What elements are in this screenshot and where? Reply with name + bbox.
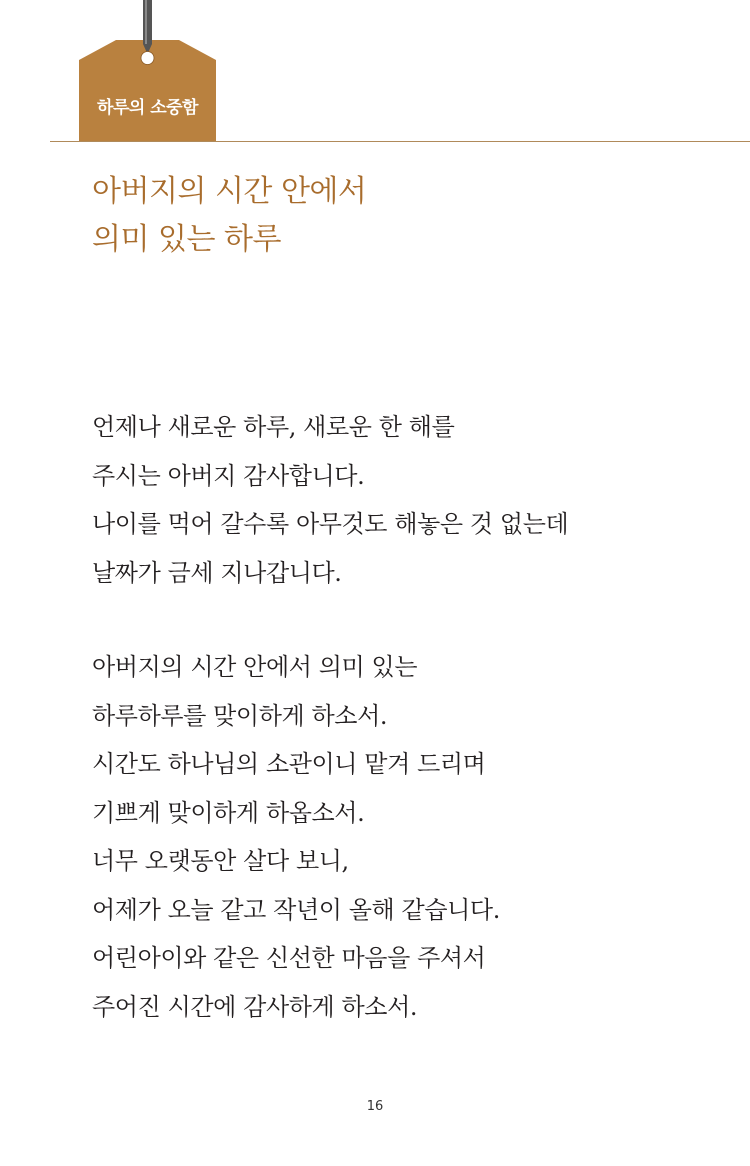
poem-line: 기쁘게 맞이하게 하옵소서.	[92, 798, 365, 827]
poem-line: 나이를 먹어 갈수록 아무것도 해놓은 것 없는데	[92, 510, 569, 538]
title-line: 의미 있는 하루	[92, 222, 281, 257]
poem-stanza-1	[92, 403, 712, 597]
hanging-tag-icon	[79, 0, 216, 141]
poem-line: 주시는 아버지 감사합니다.	[92, 461, 365, 490]
poem-line: 너무 오랫동안 살다 보니,	[92, 847, 349, 875]
page-title	[92, 168, 712, 264]
page-number: 16	[366, 1099, 384, 1114]
poem-line: 아버지의 시간 안에서 의미 있는	[92, 653, 418, 681]
poem-line: 어린아이와 같은 신선한 마음을 주셔서	[92, 944, 486, 972]
poem-line: 하루하루를 맞이하게 하소서.	[92, 701, 388, 730]
title-line: 아버지의 시간 안에서	[92, 174, 367, 209]
section-tag	[79, 0, 216, 141]
poem-line: 날짜가 금세 지나갑니다.	[92, 558, 342, 587]
poem-line: 언제나 새로운 하루, 새로운 한 해를	[92, 413, 455, 441]
tag-label: 하루의 소중함	[97, 98, 198, 118]
poem-line: 시간도 하나님의 소관이니 맡겨 드리며	[92, 750, 486, 778]
poem-line: 주어진 시간에 감사하게 하소서.	[92, 992, 418, 1021]
poem-stanza-2	[92, 643, 712, 1031]
header-divider	[50, 141, 750, 142]
poem-line: 어제가 오늘 같고 작년이 올해 같습니다.	[92, 895, 500, 924]
